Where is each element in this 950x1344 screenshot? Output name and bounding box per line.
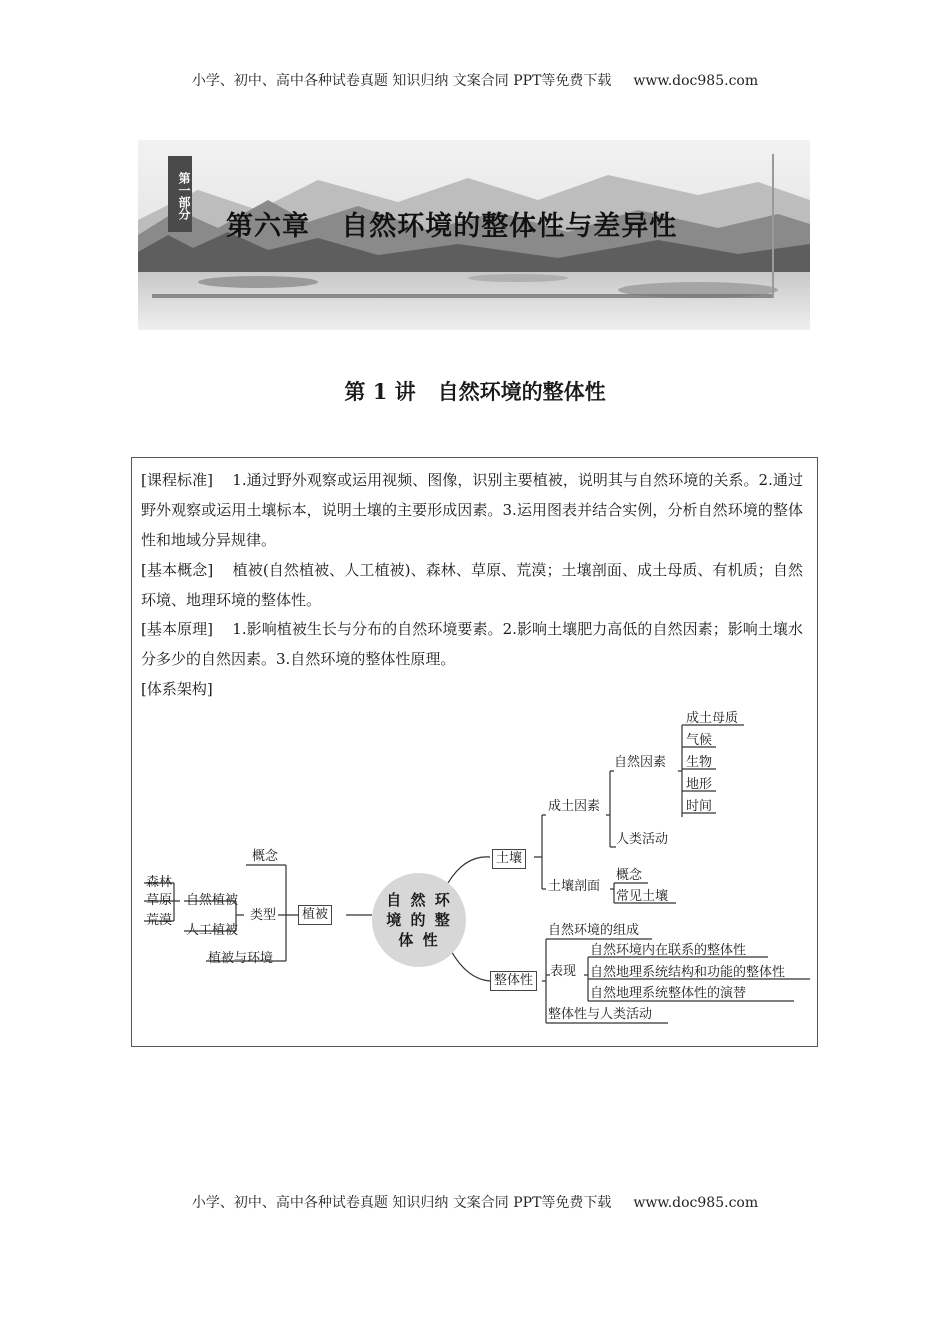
chapter-title: 第六章 自然环境的整体性与差异性	[226, 211, 678, 242]
node-natural-factors: 自然因素	[614, 755, 667, 770]
center-line-3: 体 性	[398, 931, 440, 949]
node-soil-human: 人类活动	[616, 832, 669, 847]
course-standard	[141, 465, 803, 555]
system-architecture-heading	[141, 674, 803, 704]
node-expression-2: 自然地理系统结构和功能的整体性	[590, 965, 786, 980]
basic-principles-text: 1.影响植被生长与分布的自然环境要素。2.影响土壤肥力高低的自然因素；影响土壤水分多少的自然因素。3.自然环境的整体性原理。	[141, 620, 803, 668]
lecture-title: 第 1 讲 自然环境的整体性	[344, 379, 606, 404]
course-standard-tag: [课程标准]	[141, 471, 213, 489]
node-expression-1: 自然环境内在联系的整体性	[590, 943, 747, 958]
basic-concepts	[141, 555, 803, 615]
node-veg-type: 类型	[250, 908, 277, 923]
basic-concepts-tag: [基本概念]	[141, 561, 214, 579]
node-expression: 表现	[550, 964, 577, 979]
node-expression-3: 自然地理系统整体性的演替	[590, 986, 747, 1001]
node-integrity: 整体性	[490, 971, 537, 991]
center-line-2: 境 的 整	[386, 911, 452, 929]
mind-map	[140, 705, 815, 1035]
node-grassland: 草原	[146, 893, 173, 908]
node-soil-factors: 成土因素	[548, 799, 601, 814]
node-profile-concept: 概念	[616, 868, 643, 883]
basic-concepts-text: 植被(自然植被、人工植被)、森林、草原、荒漠；土壤剖面、成土母质、有机质；自然环境、地理环境的整体性。	[141, 561, 803, 609]
node-vegetation: 植被	[298, 905, 332, 925]
center-line-1: 自 然 环	[386, 891, 452, 909]
course-standard-text: 1.通过野外观察或运用视频、图像，识别主要植被，说明其与自然环境的关系。2.通过野外观察或运用土壤标本，说明土壤的主要形成因素。3.运用图表并结合实例，分析自然环境的整体性和地域分异规律。	[141, 471, 803, 549]
node-soil-profile: 土壤剖面	[548, 879, 601, 894]
header-site: www.doc985.com	[633, 73, 759, 89]
node-soil: 土壤	[492, 849, 526, 869]
node-parent-material: 成土母质	[686, 711, 739, 726]
node-integrity-human: 整体性与人类活动	[548, 1007, 653, 1022]
node-climate: 气候	[686, 733, 713, 748]
node-composition: 自然环境的组成	[548, 923, 640, 938]
node-veg-concept: 概念	[252, 849, 279, 864]
node-terrain: 地形	[686, 777, 713, 792]
node-organism: 生物	[686, 755, 713, 770]
node-artificial-veg: 人工植被	[186, 923, 239, 938]
system-architecture-tag: [体系架构]	[141, 680, 213, 698]
part-tag: 第一部分	[168, 156, 192, 232]
node-forest: 森林	[146, 875, 173, 890]
node-time: 时间	[686, 799, 713, 814]
basic-principles	[141, 614, 803, 674]
node-veg-environment: 植被与环境	[208, 951, 274, 966]
node-natural-veg: 自然植被	[186, 893, 239, 908]
center-node	[372, 873, 466, 967]
page-footer	[0, 1192, 950, 1212]
header-slogan: 小学、初中、高中各种试卷真题 知识归纳 文案合同 PPT等免费下载	[191, 73, 612, 89]
page-header	[0, 70, 950, 90]
footer-site: www.doc985.com	[633, 1195, 759, 1211]
node-common-soil: 常见土壤	[616, 889, 669, 904]
node-desert: 荒漠	[146, 913, 173, 928]
footer-slogan: 小学、初中、高中各种试卷真题 知识归纳 文案合同 PPT等免费下载	[191, 1195, 612, 1211]
basic-principles-tag: [基本原理]	[141, 620, 213, 638]
